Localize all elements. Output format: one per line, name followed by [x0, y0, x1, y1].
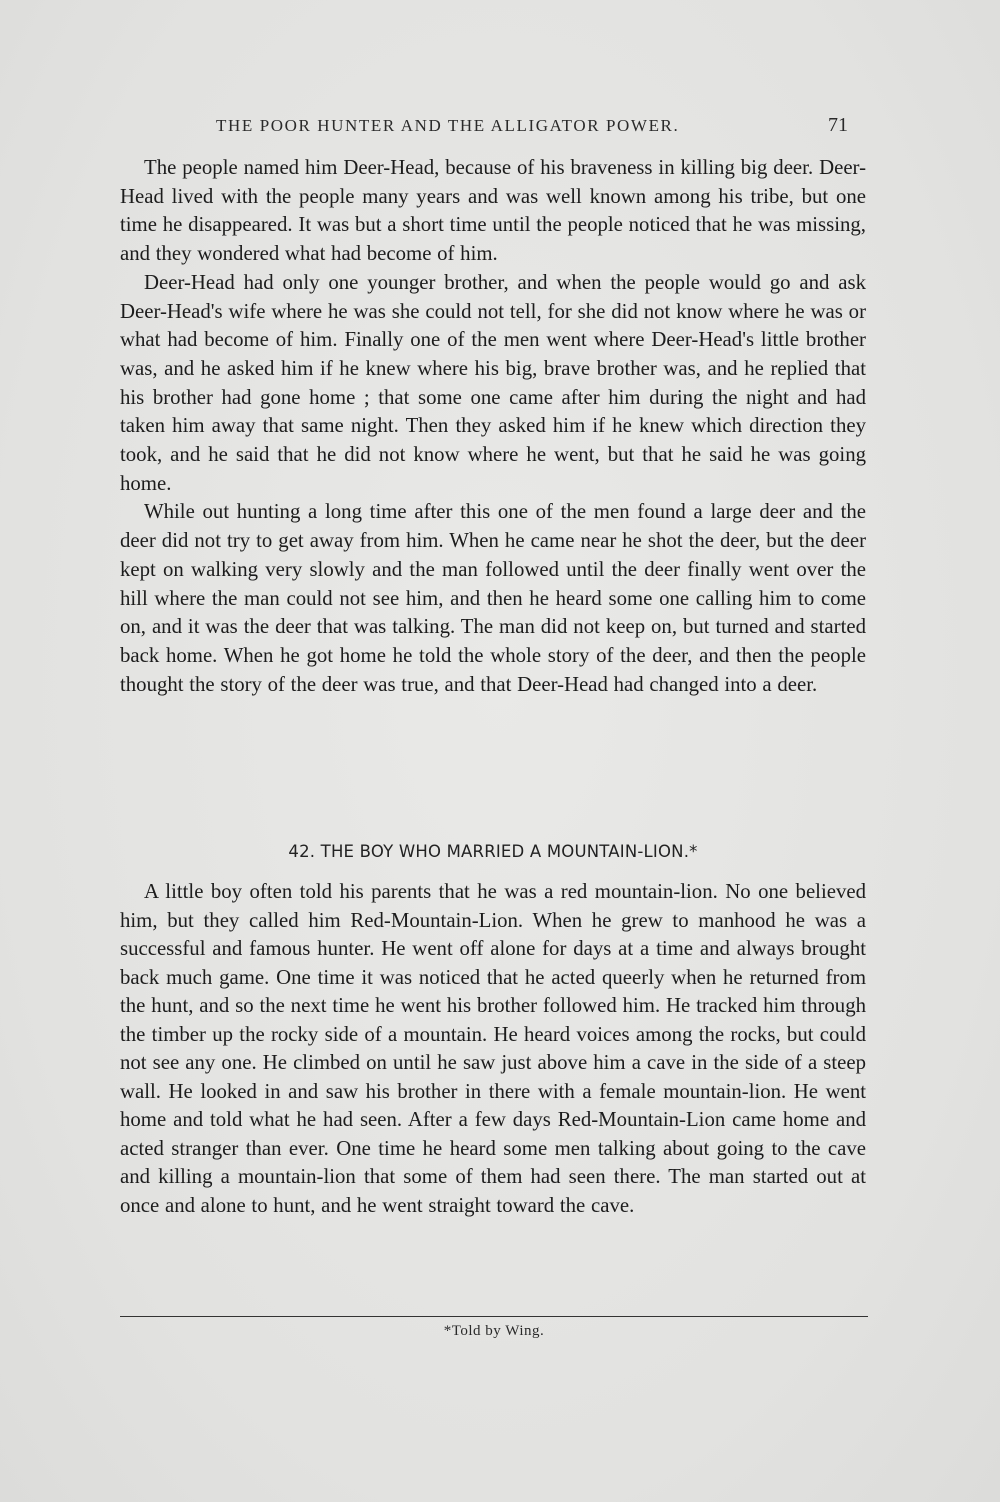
- section-title: 42. THE BOY WHO MARRIED A MOUNTAIN-LION.*: [288, 842, 698, 861]
- story-continued-text: [120, 154, 866, 699]
- section-text: [120, 878, 866, 1220]
- footnote-rule: [120, 1316, 868, 1317]
- running-head: [120, 116, 868, 144]
- paragraph: The people named him Deer-Head, because of his braveness in killing big deer. Deer-Head lived with the people many years and was well known among his tribe, but one time he disappeared. It was but a short time until the people noticed that he was missing, and they wondered what had become of him.: [120, 156, 866, 266]
- paragraph: A little boy often told his parents that he was a red mountain-lion. No one believed him, but they called him Red-Mountain-Lion. When he grew to manhood he was a successful and famous hunter. He went off alone for days at a time and always brought back much game. One time it was noticed that he acted queerly when he returned from the hunt, and so the next time he went his brother followed him. He tracked him through the timber up the rocky side of a mountain. He heard voices among the rocks, but could not see any one. He climbed on until he saw just above him a cave in the side of a steep wall. He looked in and saw his brother in there with a female mountain-lion. He went home and told what he had seen. After a few days Red-Mountain-Lion came home and acted stranger than ever. One time he heard some men talking about going to the cave and killing a mountain-lion that some of them had seen there. The man started out at once and alone to hunt, and he went straight toward the cave.: [120, 880, 866, 1217]
- page-number: 71: [828, 114, 848, 136]
- footnote: *Told by Wing.: [443, 1323, 545, 1339]
- paragraph: Deer-Head had only one younger brother, and when the people would go and ask Deer-Head's wife where he was she could not tell, for she did not know where he was or what had become of him. Finally one of the men went where Deer-Head's little brother was, and he asked him if he knew where his big, brave brother was, and he replied that his brother had gone home ; that some one came after him during the night and had taken him away that same night. Then they asked him if he knew which direction they took, and he said that he did not know where he went, but that he said he was going home.: [120, 270, 866, 495]
- paragraph: While out hunting a long time after this one of the men found a large deer and the deer did not try to get away from him. When he came near he shot the deer, but the deer kept on walking very slowly and the man followed until the deer finally went over the hill where the man could not see him, and then he heard some one calling him to come on, and it was the deer that was talking. The man did not keep on, but turned and started back home. When he got home he told the whole story of the deer, and then the people thought the story of the deer was true, and that Deer-Head had changed into a deer.: [120, 500, 866, 696]
- running-title: THE POOR HUNTER AND THE ALLIGATOR POWER.: [216, 116, 680, 135]
